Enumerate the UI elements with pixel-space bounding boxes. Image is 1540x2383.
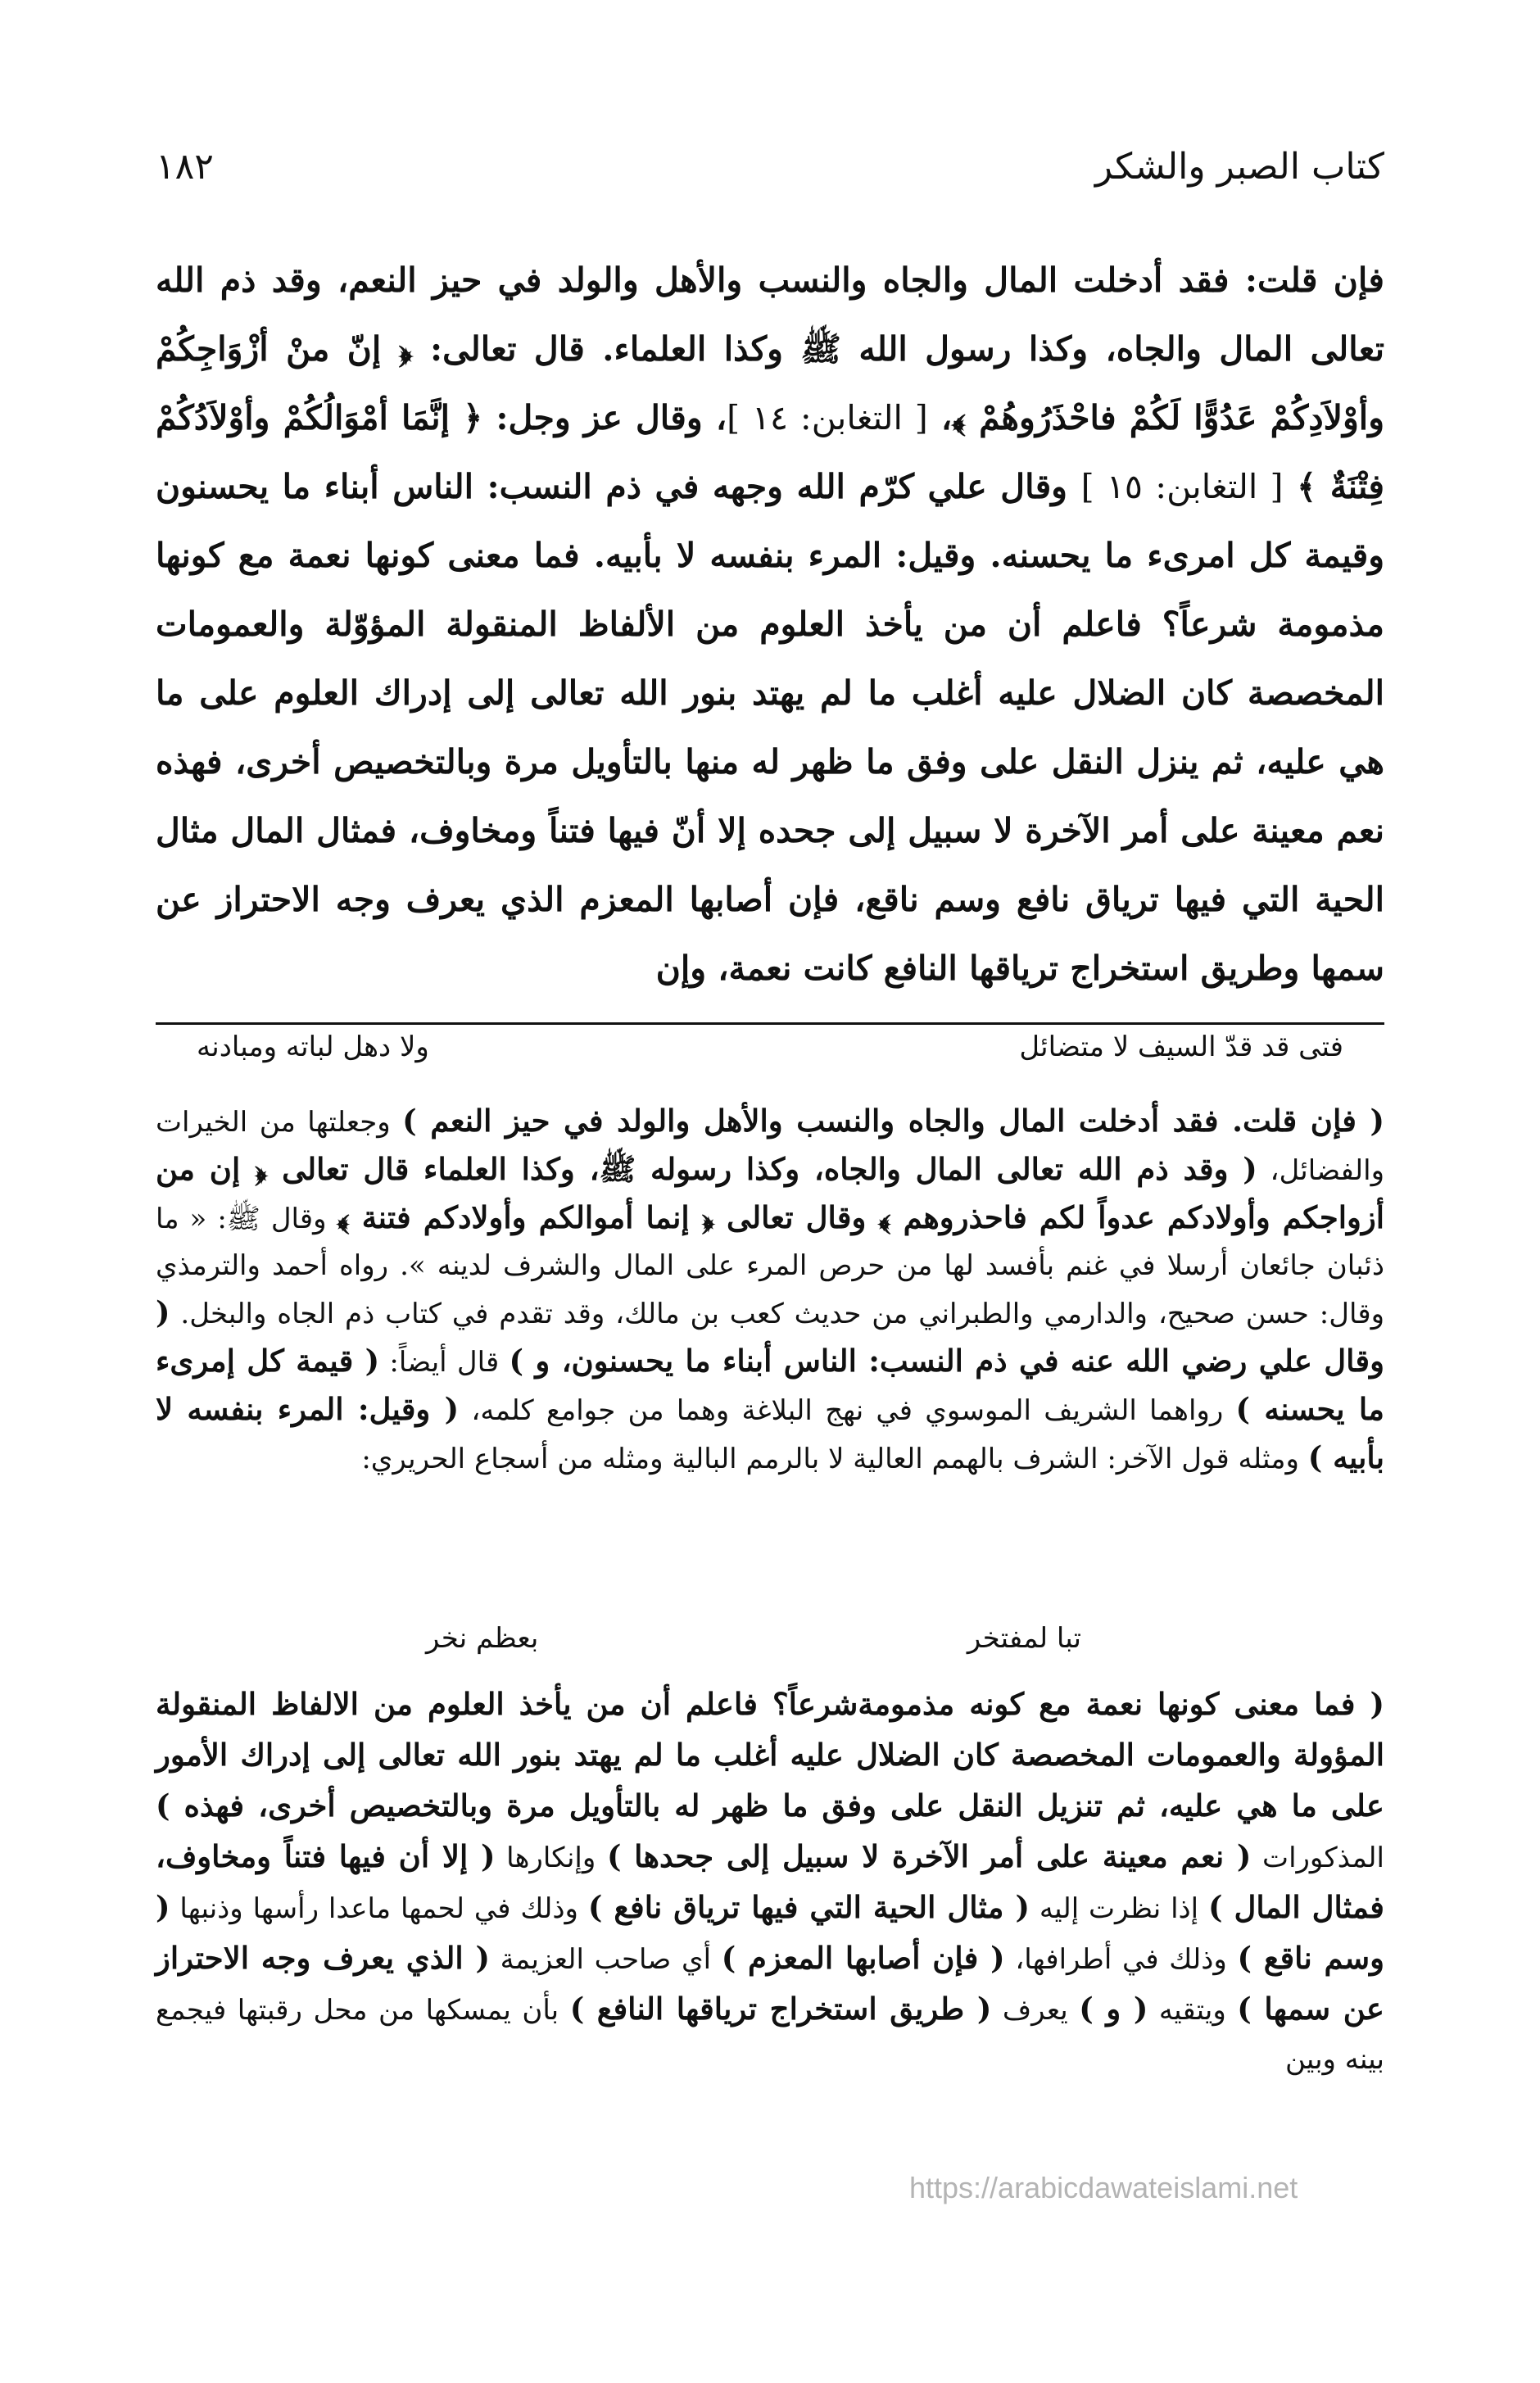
main-text-part: ، وقال عز وجل: ﴿ إنَّمَا أمْوَالُكُمْ وأوْلاَدُكُمْ فِتْنَةٌ ﴾ bbox=[156, 398, 1385, 506]
commentary-quote: ( فما معنى كونها نعمة مع كونه مذمومةشرعاً؟ فاعلم أن من يأخذ العلوم من الالفاظ المنقولة المؤولة والعمومات المخصصة كان الضلال عليه أغلب ما لم يهتد بنور الله تعالى إلى إدراك الأمور على ما هي عليه، ثم تنزيل النقل على وفق ما ظهر له بالتأويل مرة وبالتخصيص أخرى، فهذه ) bbox=[156, 1686, 1384, 1823]
verse-hemistich-left: ولا دهل لباته ومبادنه bbox=[197, 1031, 429, 1063]
commentary-quote: ( مثال الحية التي فيها ترياق نافع ) bbox=[587, 1889, 1030, 1925]
commentary-text: المذكورات bbox=[1251, 1842, 1384, 1874]
page-number: ١٨٢ bbox=[156, 145, 214, 188]
verse-line bbox=[426, 1622, 1081, 1655]
commentary-text: إذا نظرت إليه bbox=[1029, 1892, 1209, 1925]
commentary-text: وإنكارها bbox=[495, 1842, 607, 1874]
commentary-block bbox=[156, 1679, 1384, 2084]
verse-line bbox=[197, 1031, 1343, 1063]
commentary-text: وقال ﷺ: « ما ذئبان جائعان أرسلا في غنم بأفسد لها من حرص المرء على المال والشرف لدينه ». رواه أحمد والترمذي وقال: حسن صحيح، والدارمي والطبراني من حديث كعب بن مالك، وقد تقدم في كتاب ذم الجاه والبخل. bbox=[156, 1203, 1384, 1330]
commentary-text: ومثله قول الآخر: الشرف بالهمم العالية لا بالرمم البالية ومثله من أسجاع الحريري: bbox=[361, 1443, 1308, 1475]
commentary-quote: ( وقيل: المرء بنفسه لا بأبيه ) bbox=[156, 1391, 1384, 1475]
commentary-quote: ( طريق استخراج ترياقها النافع ) bbox=[569, 1991, 992, 2027]
commentary-quote: ( و ) bbox=[1079, 1991, 1148, 2027]
source-watermark: https://arabicdawateislami.net bbox=[909, 2171, 1298, 2204]
main-text-part: وقال علي كرّم الله وجهه في ذم النسب: الناس أبناء ما يحسنون وقيمة كل امرىء ما يحسنه. وقيل: المرء بنفسه لا بأبيه. فما معنى كونها نعمة مع كونها مذمومة شرعاً؟ فاعلم أن من يأخذ العلوم من الألفاظ المنقولة المؤوّلة والعمومات المخصصة كان الضلال عليه أغلب ما لم يهتد بنور الله تعالى إلى إدراك العلوم على ما هي عليه، ثم ينزل النقل على وفق ما ظهر له منها بالتأويل مرة وبالتخصيص أخرى، فهذه نعم معينة على أمر الآخرة لا سبيل إلى جحده إلا أنّ فيها فتناً ومخاوف، فمثال المال مثال الحية التي فيها ترياق نافع وسم ناقع، فإن أصابها المعزم الذي يعرف وجه الاحتراز عن سمها وطريق استخراج ترياقها النافع كانت نعمة، وإن bbox=[156, 467, 1384, 988]
commentary-text: قال أيضاً: bbox=[379, 1346, 510, 1379]
commentary-block bbox=[156, 1098, 1384, 1483]
commentary-quote: ( وسم ناقع ) bbox=[156, 1889, 1385, 1976]
verse-hemistich-left: بعظم نخر bbox=[426, 1622, 539, 1655]
commentary-text: ويتقيه bbox=[1148, 1994, 1238, 2027]
verse-hemistich-right: تبا لمفتخر bbox=[967, 1622, 1081, 1655]
commentary-text: رواهما الشريف الموسوي في نهج البلاغة وهما من جوامع كلمه، bbox=[459, 1394, 1236, 1427]
main-text bbox=[156, 246, 1384, 1003]
commentary-quote: ( فإن قلت. فقد أدخلت المال والجاه والنسب والأهل والولد في حيز النعم ) bbox=[402, 1103, 1384, 1139]
main-paragraph bbox=[156, 246, 1384, 1003]
commentary-quote: ( وقد ذم الله تعالى المال والجاه، وكذا رسوله ﷺ، وكذا العلماء قال تعالى ﴿ إن من أزواجكم وأولادكم عدواً لكم فاحذروهم ﴾ وقال تعالى ﴿ إنما أموالكم وأولادكم فتنة ﴾ bbox=[156, 1151, 1384, 1235]
book-title: كتاب الصبر والشكر bbox=[1094, 145, 1384, 188]
commentary-text: بأن يمسكها من محل رقبتها فيجمع بينه وبين bbox=[156, 1994, 1384, 2076]
commentary-text: وجعلتها من الخيرات والفضائل، bbox=[156, 1106, 1384, 1187]
verse-hemistich-right: فتى قد قدّ السيف لا متضائل bbox=[1019, 1031, 1343, 1063]
commentary-text: وذلك في أطرافها، bbox=[1004, 1943, 1238, 1976]
commentary-quote: ( قيمة كل إمرىء ما يحسنه ) bbox=[156, 1343, 1384, 1427]
commentary-quote: ( فإن أصابها المعزم ) bbox=[721, 1940, 1005, 1976]
commentary-quote: ( الذي يعرف وجه الاحتراز عن سمها ) bbox=[156, 1940, 1384, 2027]
main-text-part: فإن قلت: فقد أدخلت المال والجاه والنسب والأهل والولد في حيز النعم، وقد ذم الله تعالى المال والجاه، وكذا رسول الله ﷺ وكذا العلماء. قال تعالى: ﴿ إنّ منْ أزْوَاجِكُمْ وأوْلاَدِكُمْ عَدُوًّا لَكُمْ فاحْذَرُوهُمْ ﴾، bbox=[156, 260, 1385, 437]
commentary-quote: ( إلا أن فيها فتناً ومخاوف، فمثال المال ) bbox=[156, 1838, 1384, 1925]
commentary-quote: ( نعم معينة على أمر الآخرة لا سبيل إلى جحدها ) bbox=[606, 1838, 1252, 1874]
quran-reference: [ التغابن: ١٥ ] bbox=[1080, 467, 1284, 506]
section-divider bbox=[156, 1022, 1384, 1025]
commentary-quote: ( وقال علي رضي الله عنه في ذم النسب: الناس أبناء ما يحسنون، و ) bbox=[156, 1294, 1384, 1379]
page-header bbox=[156, 138, 1384, 195]
commentary-text: أي صاحب العزيمة bbox=[489, 1943, 722, 1976]
quran-reference: [ التغابن: ١٤ ] bbox=[727, 398, 928, 437]
commentary-text: يعرف bbox=[991, 1994, 1080, 2027]
commentary-text: وذلك في لحمها ماعدا رأسها وذنبها bbox=[170, 1892, 588, 1925]
